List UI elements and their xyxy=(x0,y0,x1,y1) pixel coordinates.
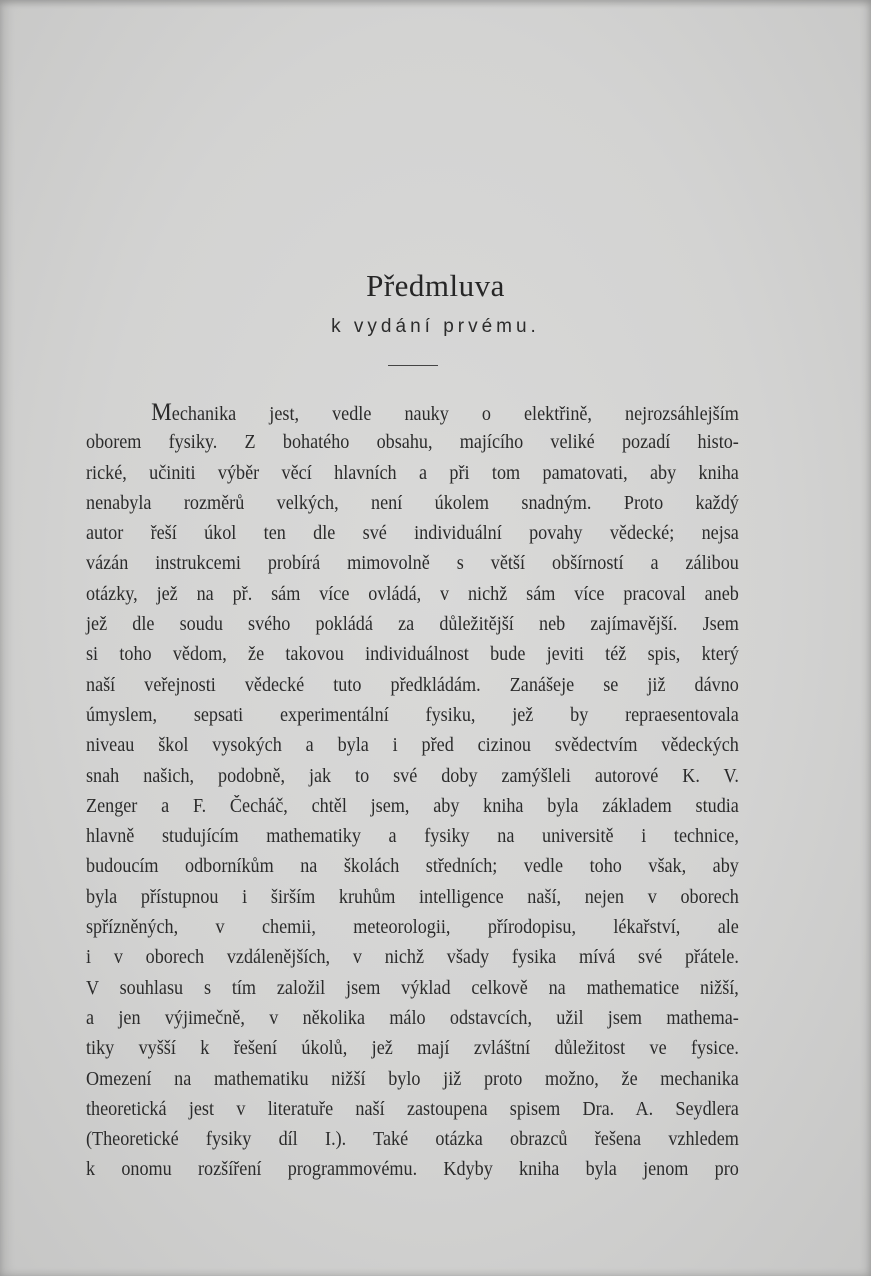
text-line: V souhlasu s tím založil jsem výklad celkově na mathematice nižší, xyxy=(86,977,739,999)
text-line: naší veřejnosti vědecké tuto předkládám. Zanášeje se již dávno xyxy=(86,674,739,696)
text-line: vázán instrukcemi probírá mimovolně s větší obšírností a zálibou xyxy=(86,553,739,575)
text-line: byla přístupnou i širším kruhům intelligence naší, nejen v oborech xyxy=(86,886,739,908)
text-line: k onomu rozšíření programmovému. Kdyby kniha byla jenom pro xyxy=(86,1159,739,1181)
text-line: autor řeší úkol ten dle své individuální povahy vědecké; nejsa xyxy=(86,523,739,545)
text-line: jež dle soudu svého pokládá za důležitější neb zajímavější. Jsem xyxy=(86,614,739,636)
text-line: spřízněných, v chemii, meteorologii, přírodopisu, lékařství, ale xyxy=(86,917,739,939)
text-line: i v oborech vzdálenějších, v nichž všady fysika mívá své přátele. xyxy=(86,947,739,969)
text-line-content: echanika jest, vedle nauky o elektřině, nejrozsáhlejším xyxy=(171,404,739,425)
text-line: nenabyla rozměrů velkých, není úkolem snadným. Proto každý xyxy=(86,492,739,514)
text-line: Omezení na mathematiku nižší bylo již proto možno, že mechanika xyxy=(86,1068,739,1090)
text-line: (Theoretické fysiky díl I.). Také otázka obrazců řešena vzhledem xyxy=(86,1129,739,1151)
page-subtitle: k vydání prvému. xyxy=(331,316,540,337)
initial-letter: M xyxy=(151,399,172,426)
text-line: hlavně studujícím mathematiky a fysiky na universitě i technice, xyxy=(86,826,739,848)
text-line xyxy=(86,398,739,428)
title-divider xyxy=(388,365,438,366)
text-line: tiky vyšší k řešení úkolů, jež mají zvláštní důležitost ve fysice. xyxy=(86,1038,739,1060)
text-line: budoucím odborníkům na školách středních; vedle toho však, aby xyxy=(86,856,739,878)
text-line: snah našich, podobně, jak to své doby zamýšleli autorové K. V. xyxy=(86,765,739,787)
text-line: a jen výjimečně, v několika málo odstavcích, užil jsem mathema- xyxy=(86,1007,739,1029)
preface-paragraph xyxy=(86,398,739,1186)
text-line: úmyslem, sepsati experimentální fysiku, jež by repraesentovala xyxy=(86,704,739,726)
text-line: si toho vědom, že takovou individuálnost bude jeviti též spis, který xyxy=(86,644,739,666)
text-line: rické, učiniti výběr věcí hlavních a při tom pamatovati, aby kniha xyxy=(86,462,739,484)
text-line: otázky, jež na př. sám více ovládá, v nichž sám více pracoval aneb xyxy=(86,583,739,605)
page-title: Předmluva xyxy=(366,268,505,303)
text-line: theoretická jest v literatuře naší zastoupena spisem Dra. A. Seydlera xyxy=(86,1098,739,1120)
text-line: niveau škol vysokých a byla i před cizinou svědectvím vědeckých xyxy=(86,735,739,757)
text-line: Zenger a F. Čecháč, chtěl jsem, aby kniha byla základem studia xyxy=(86,795,739,817)
text-line: oborem fysiky. Z bohatého obsahu, majícího veliké pozadí histo- xyxy=(86,432,739,454)
